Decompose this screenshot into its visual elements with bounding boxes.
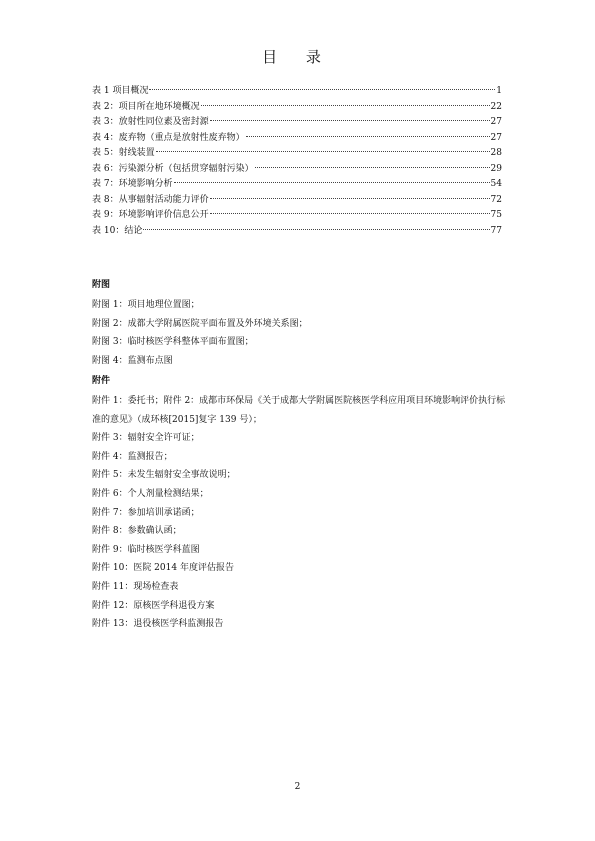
toc-entry-page: 1	[496, 86, 502, 96]
toc-dot-leader	[246, 136, 490, 137]
toc-entry-page: 22	[490, 101, 502, 112]
toc-entry-label: 表 6：污染源分析（包括贯穿辐射污染）	[92, 163, 254, 174]
toc-entry-page: 29	[490, 163, 502, 174]
figures-heading: 附图	[92, 280, 111, 290]
toc-entry[interactable]	[92, 162, 502, 178]
figure-list-item: 附图 4：监测布点图	[92, 355, 173, 366]
toc-entry-label: 表 9：环境影响评价信息公开	[92, 210, 209, 220]
toc-entry-page: 27	[490, 132, 502, 143]
toc-entry[interactable]	[92, 100, 502, 116]
page-title: 目 录	[262, 48, 333, 66]
attachments-section	[92, 372, 512, 634]
attachment-list-item: 附件 1：委托书；附件 2：成都市环保局《关于成都大学附属医院核医学科应用项目环境影响评价执行标准的意见》（成环核[2015]复字 139 号）；	[92, 396, 506, 425]
toc-dot-leader	[149, 89, 495, 90]
attachment-list-item: 附件 4：监测报告；	[92, 451, 173, 462]
toc-dot-leader	[174, 182, 490, 183]
attachment-list-item: 附件 11：现场检查表	[92, 581, 179, 592]
toc-entry[interactable]	[92, 146, 502, 162]
toc-entry[interactable]	[92, 131, 502, 147]
toc-entry-label: 表 2：项目所在地环境概况	[92, 101, 200, 112]
figures-section	[92, 276, 512, 370]
toc-dot-leader	[210, 198, 490, 199]
toc-entry-label: 表 10：结论	[92, 225, 143, 236]
toc-entry-page: 77	[490, 225, 502, 236]
toc-entry-label: 表 5：射线装置	[92, 148, 155, 158]
toc-entry-page: 75	[490, 210, 502, 220]
toc-dot-leader	[201, 105, 490, 106]
page-number: 2	[294, 782, 301, 792]
table-of-contents	[92, 84, 502, 239]
attachments-heading: 附件	[92, 376, 111, 386]
attachment-list-item: 附件 7：参加培训承诺函；	[92, 507, 200, 518]
attachment-list-item: 附件 3：辐射安全许可证；	[92, 433, 200, 444]
attachment-list-item: 附件 9：临时核医学科蓝图	[92, 544, 200, 555]
toc-entry[interactable]	[92, 224, 502, 240]
attachment-list-item: 附件 10：医院 2014 年度评估报告	[92, 563, 234, 574]
toc-entry[interactable]	[92, 193, 502, 209]
attachment-list-item: 附件 13：退役核医学科监测报告	[92, 619, 224, 630]
toc-dot-leader	[210, 213, 490, 214]
toc-entry-page: 72	[490, 194, 502, 205]
toc-entry-page: 28	[490, 148, 502, 158]
toc-entry-label: 表 4：废弃物（重点是放射性废弃物）	[92, 132, 245, 143]
figure-list-item: 附图 3：临时核医学科整体平面布置图；	[92, 337, 254, 348]
toc-dot-leader	[143, 229, 489, 230]
toc-entry-label: 表 8：从事辐射活动能力评价	[92, 194, 209, 205]
toc-entry-page: 27	[490, 117, 502, 127]
toc-entry[interactable]	[92, 84, 502, 100]
toc-dot-leader	[156, 151, 490, 152]
attachment-list-item: 附件 8：参数确认函；	[92, 526, 182, 537]
attachment-list-item: 附件 6：个人剂量检测结果；	[92, 488, 209, 499]
toc-entry-page: 54	[490, 179, 502, 189]
toc-dot-leader	[210, 120, 490, 121]
toc-dot-leader	[255, 167, 490, 168]
figure-list-item: 附图 1：项目地理位置图；	[92, 300, 200, 310]
attachment-list-item: 附件 5：未发生辐射安全事故说明；	[92, 470, 236, 481]
attachment-list-item: 附件 12：原核医学科退役方案	[92, 600, 215, 611]
toc-entry-label: 表 3：放射性同位素及密封源	[92, 117, 209, 127]
figure-list-item: 附图 2：成都大学附属医院平面布置及外环境关系图；	[92, 318, 308, 329]
toc-entry-label: 表 7：环境影响分析	[92, 179, 173, 189]
toc-entry-label: 表 1 项目概况	[92, 86, 149, 96]
toc-entry[interactable]	[92, 177, 502, 193]
toc-entry[interactable]	[92, 115, 502, 131]
toc-entry[interactable]	[92, 208, 502, 224]
